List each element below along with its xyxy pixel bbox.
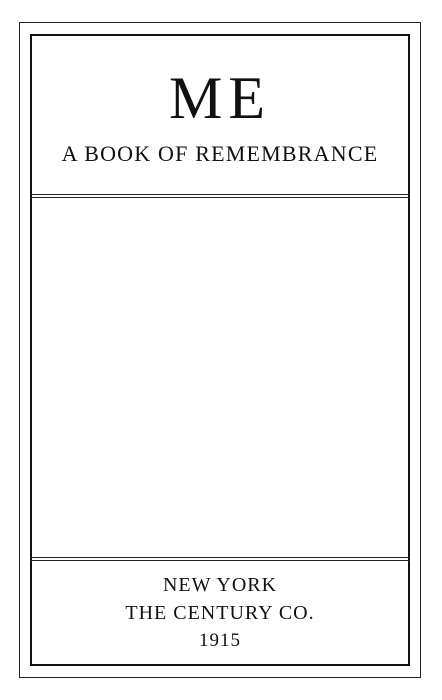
- bottom-divider: [30, 557, 410, 558]
- book-subtitle: A BOOK OF REMEMBRANCE: [61, 141, 379, 166]
- book-title: ME: [169, 65, 271, 131]
- top-divider: [30, 194, 410, 195]
- blank-middle-panel: [32, 198, 408, 556]
- imprint-city: NEW YORK: [162, 574, 278, 596]
- imprint-year: 1915: [199, 630, 241, 651]
- imprint-block: [30, 561, 410, 665]
- imprint-publisher: THE CENTURY CO.: [125, 602, 315, 624]
- title-block: [30, 34, 410, 194]
